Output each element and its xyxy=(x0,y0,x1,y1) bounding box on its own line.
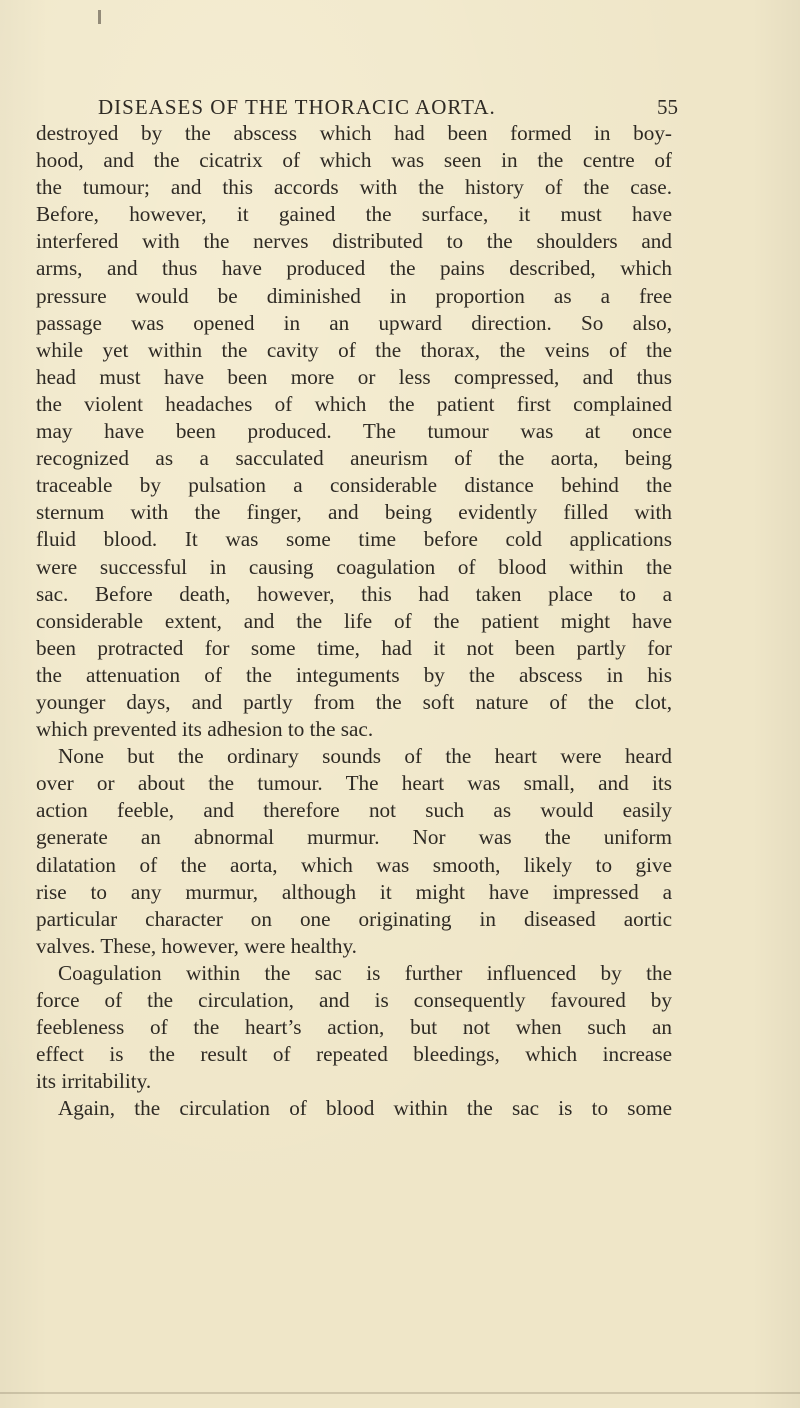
text-line: Coagulation within the sac is further influenced by the xyxy=(58,960,672,985)
text-line: sac. Before death, however, this had taken place to a xyxy=(36,581,672,606)
text-line: Again, the circulation of blood within the sac is to some xyxy=(58,1096,672,1121)
text-line: action feeble, and therefore not such as would easily xyxy=(36,798,672,823)
text-line: hood, and the cicatrix of which was seen in the centre of xyxy=(36,148,672,173)
text-line: its irritability. xyxy=(36,1069,152,1094)
text-line: the tumour; and this accords with the history of the case. xyxy=(36,175,672,200)
margin-mark xyxy=(98,10,101,24)
text-line: dilatation of the aorta, which was smooth, likely to give xyxy=(36,852,672,877)
text-line: generate an abnormal murmur. Nor was the uniform xyxy=(36,825,672,850)
text-line: recognized as a sacculated aneurism of the aorta, being xyxy=(36,446,672,471)
text-line: feebleness of the heart’s action, but not when such an xyxy=(36,1015,672,1040)
text-line: destroyed by the abscess which had been formed in boy- xyxy=(36,121,672,145)
text-line: force of the circulation, and is consequently favoured by xyxy=(36,988,672,1012)
text-line: were successful in causing coagulation of blood within the xyxy=(36,554,672,579)
text-line: considerable extent, and the life of the patient might have xyxy=(36,608,672,633)
page-number: 55 xyxy=(657,95,678,119)
text-line: over or about the tumour. The heart was small, and its xyxy=(36,771,672,796)
text-line: Before, however, it gained the surface, it must have xyxy=(36,202,672,227)
text-line: interfered with the nerves distributed to the shoulders and xyxy=(36,229,672,254)
text-line: None but the ordinary sounds of the heart were heard xyxy=(58,744,672,769)
text-line: while yet within the cavity of the thorax, the veins of the xyxy=(36,337,672,362)
text-line: may have been produced. The tumour was at once xyxy=(36,419,672,444)
text-line: traceable by pulsation a considerable distance behind the xyxy=(36,473,672,498)
text-line: effect is the result of repeated bleedings, which increase xyxy=(36,1042,672,1067)
text-line: younger days, and partly from the soft nature of the clot, xyxy=(36,689,672,714)
page-bottom-edge xyxy=(0,1392,800,1394)
text-line: fluid blood. It was some time before cold applications xyxy=(36,527,672,552)
text-line: been protracted for some time, had it not been partly for xyxy=(36,635,672,660)
text-line: which prevented its adhesion to the sac. xyxy=(36,717,374,742)
text-line: particular character on one originating in diseased aortic xyxy=(36,906,672,931)
text-line: the attenuation of the integuments by the abscess in his xyxy=(36,662,672,687)
text-line: rise to any murmur, although it might have impressed a xyxy=(36,879,672,904)
text-line: the violent headaches of which the patient first complained xyxy=(36,391,672,416)
text-line: head must have been more or less compressed, and thus xyxy=(36,364,672,389)
text-line: pressure would be diminished in proportion as a free xyxy=(36,283,672,308)
text-line: passage was opened in an upward direction. So also, xyxy=(36,310,672,335)
text-line: sternum with the finger, and being evidently filled with xyxy=(36,500,672,525)
body-text xyxy=(36,120,672,1122)
text-line: valves. These, however, were healthy. xyxy=(36,933,357,958)
text-line: arms, and thus have produced the pains described, which xyxy=(36,256,672,281)
running-title: DISEASES OF THE THORACIC AORTA. xyxy=(98,95,496,119)
